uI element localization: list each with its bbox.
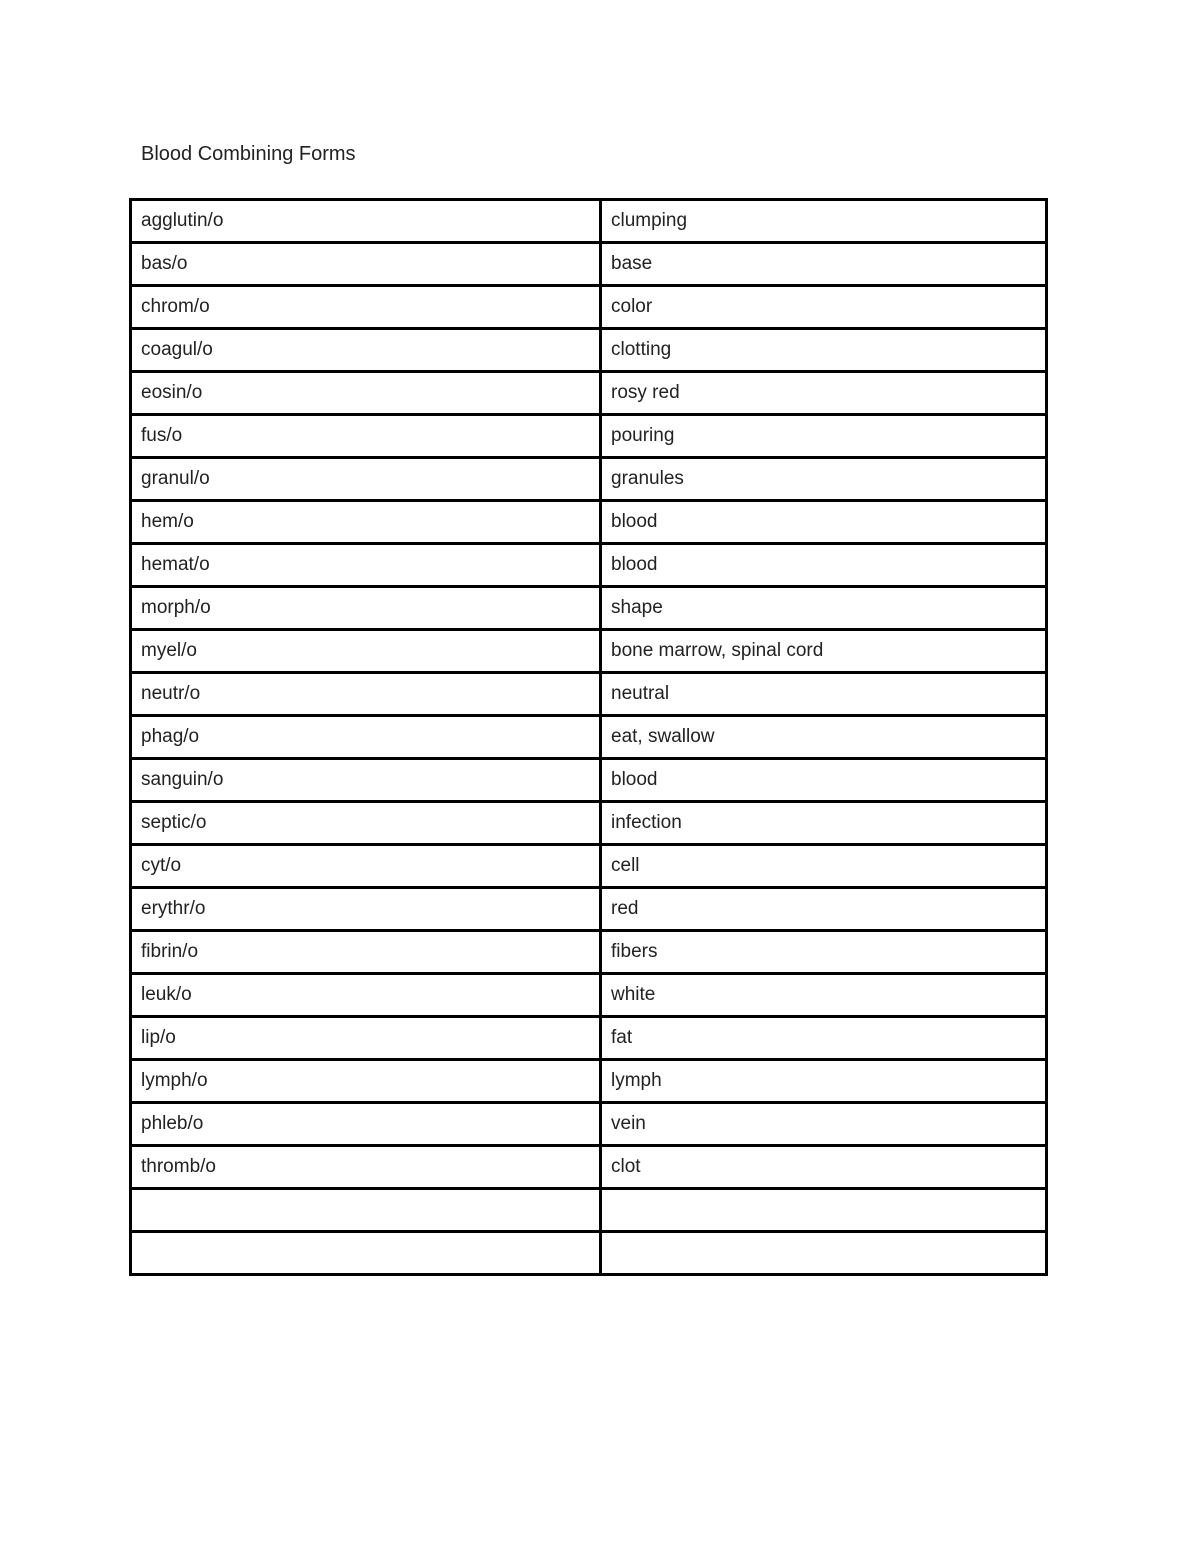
meaning-cell: vein xyxy=(601,1103,1047,1146)
table-row xyxy=(131,845,1047,888)
table-row xyxy=(131,630,1047,673)
table-body xyxy=(131,200,1047,1275)
term-cell: chrom/o xyxy=(131,286,601,329)
table-row xyxy=(131,1060,1047,1103)
table-row xyxy=(131,974,1047,1017)
meaning-cell: eat, swallow xyxy=(601,716,1047,759)
meaning-cell: blood xyxy=(601,759,1047,802)
combining-forms-table xyxy=(129,198,1048,1276)
meaning-cell: clotting xyxy=(601,329,1047,372)
meaning-cell: shape xyxy=(601,587,1047,630)
term-cell: eosin/o xyxy=(131,372,601,415)
table-row xyxy=(131,501,1047,544)
table-row xyxy=(131,1017,1047,1060)
meaning-cell: blood xyxy=(601,544,1047,587)
meaning-cell: pouring xyxy=(601,415,1047,458)
table-row xyxy=(131,802,1047,845)
term-cell: bas/o xyxy=(131,243,601,286)
table-row xyxy=(131,1146,1047,1189)
table-row xyxy=(131,1232,1047,1275)
term-cell: morph/o xyxy=(131,587,601,630)
table-row xyxy=(131,329,1047,372)
meaning-cell: infection xyxy=(601,802,1047,845)
term-cell: lymph/o xyxy=(131,1060,601,1103)
table-row xyxy=(131,243,1047,286)
table-row xyxy=(131,931,1047,974)
table-row xyxy=(131,415,1047,458)
term-cell xyxy=(131,1232,601,1275)
term-cell: septic/o xyxy=(131,802,601,845)
meaning-cell: fat xyxy=(601,1017,1047,1060)
meaning-cell: granules xyxy=(601,458,1047,501)
meaning-cell xyxy=(601,1189,1047,1232)
table-row xyxy=(131,888,1047,931)
term-cell: lip/o xyxy=(131,1017,601,1060)
table-row xyxy=(131,372,1047,415)
term-cell: cyt/o xyxy=(131,845,601,888)
term-cell: granul/o xyxy=(131,458,601,501)
meaning-cell: clumping xyxy=(601,200,1047,243)
table-row xyxy=(131,1103,1047,1146)
meaning-cell: color xyxy=(601,286,1047,329)
table-row xyxy=(131,587,1047,630)
meaning-cell: blood xyxy=(601,501,1047,544)
table-row xyxy=(131,286,1047,329)
meaning-cell: red xyxy=(601,888,1047,931)
term-cell: myel/o xyxy=(131,630,601,673)
meaning-cell: lymph xyxy=(601,1060,1047,1103)
table-row xyxy=(131,759,1047,802)
table-row xyxy=(131,673,1047,716)
table-row xyxy=(131,1189,1047,1232)
meaning-cell: fibers xyxy=(601,931,1047,974)
term-cell: fibrin/o xyxy=(131,931,601,974)
term-cell: phag/o xyxy=(131,716,601,759)
meaning-cell: cell xyxy=(601,845,1047,888)
meaning-cell: rosy red xyxy=(601,372,1047,415)
term-cell: neutr/o xyxy=(131,673,601,716)
term-cell: sanguin/o xyxy=(131,759,601,802)
meaning-cell: base xyxy=(601,243,1047,286)
term-cell xyxy=(131,1189,601,1232)
meaning-cell: neutral xyxy=(601,673,1047,716)
term-cell: hem/o xyxy=(131,501,601,544)
term-cell: agglutin/o xyxy=(131,200,601,243)
meaning-cell: bone marrow, spinal cord xyxy=(601,630,1047,673)
term-cell: erythr/o xyxy=(131,888,601,931)
meaning-cell: clot xyxy=(601,1146,1047,1189)
term-cell: phleb/o xyxy=(131,1103,601,1146)
table-row xyxy=(131,716,1047,759)
term-cell: coagul/o xyxy=(131,329,601,372)
term-cell: fus/o xyxy=(131,415,601,458)
term-cell: leuk/o xyxy=(131,974,601,1017)
meaning-cell xyxy=(601,1232,1047,1275)
page-title: Blood Combining Forms xyxy=(141,143,356,165)
table-row xyxy=(131,200,1047,243)
meaning-cell: white xyxy=(601,974,1047,1017)
table-row xyxy=(131,544,1047,587)
table-row xyxy=(131,458,1047,501)
term-cell: hemat/o xyxy=(131,544,601,587)
term-cell: thromb/o xyxy=(131,1146,601,1189)
